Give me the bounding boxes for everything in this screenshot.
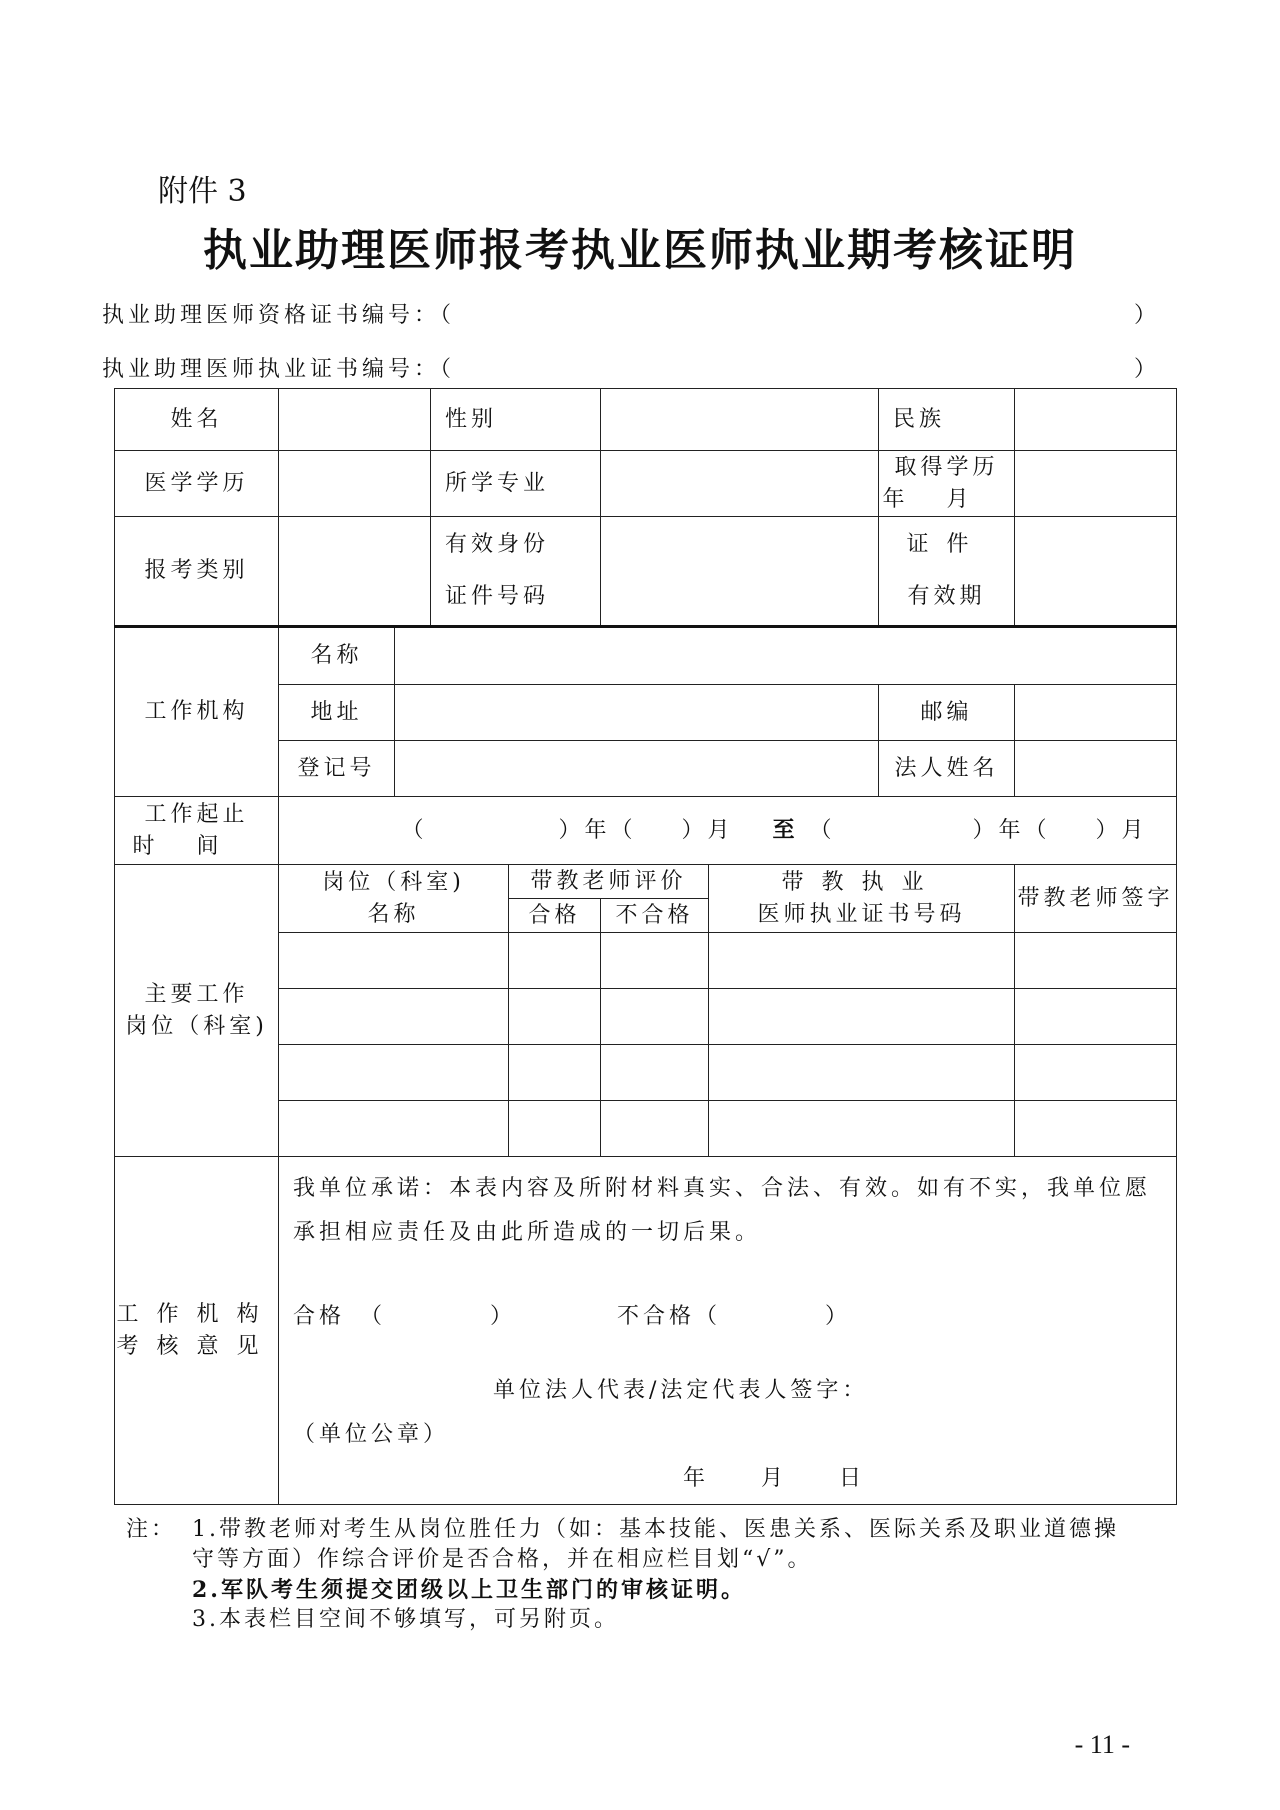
time-month1: ）月	[681, 817, 734, 843]
id-validity-field[interactable]	[1015, 517, 1177, 627]
gender-label: 性别	[431, 389, 601, 451]
major-label: 所学专业	[431, 451, 601, 517]
exam-category-label: 报考类别	[115, 517, 279, 627]
name-field[interactable]	[279, 389, 431, 451]
work-time-label-line2: 时间	[132, 833, 261, 859]
pass-cell[interactable]	[509, 1045, 601, 1101]
org-address-field[interactable]	[395, 685, 879, 741]
time-to: 至	[772, 816, 799, 843]
pass-cell[interactable]	[509, 933, 601, 989]
post-cell[interactable]	[279, 1101, 509, 1157]
attachment-label: 附件 3	[158, 174, 247, 209]
col-eval-header: 带教老师评价	[509, 865, 709, 899]
org-address-label: 地址	[279, 685, 395, 741]
pass-cell[interactable]	[509, 1101, 601, 1157]
education-label: 医学学历	[115, 451, 279, 517]
org-name-label: 名称	[279, 627, 395, 685]
positions-label	[115, 865, 279, 1157]
col-cert-header-line1: 带教执业	[781, 869, 942, 895]
cert-cell[interactable]	[709, 1045, 1015, 1101]
reg-no-label: 登记号	[279, 741, 395, 797]
row-exam-category	[115, 517, 1177, 627]
id-number-field[interactable]	[601, 517, 879, 627]
postcode-label: 邮编	[879, 685, 1015, 741]
time-month2: ）月	[1095, 817, 1148, 843]
review-label	[115, 1157, 279, 1505]
commitment-line1: 我单位承诺：本表内容及所附材料真实、合法、有效。如有不实，我单位愿	[293, 1176, 1152, 1201]
row-org-name	[115, 627, 1177, 685]
time-open2: （	[809, 817, 836, 843]
exam-category-field[interactable]	[279, 517, 431, 627]
gender-field[interactable]	[601, 389, 879, 451]
review-content	[279, 1157, 1177, 1505]
id-validity-label-line1: 证件	[906, 532, 987, 557]
postcode-field[interactable]	[1015, 685, 1177, 741]
review-label-line1: 工作机构	[116, 1301, 277, 1327]
col-cert-header	[709, 865, 1015, 933]
review-label-line2: 考核意见	[116, 1333, 277, 1359]
fail-cell[interactable]	[601, 1045, 709, 1101]
practice-cert-label: 执业助理医师执业证书编号：（	[102, 357, 456, 382]
education-field[interactable]	[279, 451, 431, 517]
row-work-time	[115, 797, 1177, 865]
note-1-line2: 守等方面）作综合评价是否合格，并在相应栏目划“√”。	[192, 1547, 813, 1572]
sign-cell[interactable]	[1015, 1101, 1177, 1157]
time-year1: ）年（	[558, 817, 637, 843]
row-basic-info	[115, 389, 1177, 451]
note-2: 2.军队考生须提交团级以上卫生部门的审核证明。	[192, 1577, 746, 1603]
post-cell[interactable]	[279, 933, 509, 989]
name-label: 姓名	[115, 389, 279, 451]
practice-cert-close: ）	[1133, 357, 1160, 382]
cert-cell[interactable]	[709, 933, 1015, 989]
work-org-label: 工作机构	[115, 627, 279, 797]
assessment-form-table	[114, 388, 1177, 1505]
id-validity-label-line2: 有效期	[907, 584, 986, 609]
note-1-line1: 1.带教老师对考生从岗位胜任力（如：基本技能、医患关系、医际关系及职业道德操	[192, 1517, 1119, 1542]
sign-cell[interactable]	[1015, 1045, 1177, 1101]
cert-cell[interactable]	[709, 989, 1015, 1045]
fail-cell[interactable]	[601, 933, 709, 989]
pass-cell[interactable]	[509, 989, 601, 1045]
pass-option[interactable]: 合格 （ ）	[293, 1304, 517, 1329]
fail-cell[interactable]	[601, 1101, 709, 1157]
fail-cell[interactable]	[601, 989, 709, 1045]
ethnicity-field[interactable]	[1015, 389, 1177, 451]
ethnicity-label: 民族	[879, 389, 1015, 451]
cert-cell[interactable]	[709, 1101, 1015, 1157]
org-name-field[interactable]	[395, 627, 1177, 685]
reg-no-field[interactable]	[395, 741, 879, 797]
work-time-label	[115, 797, 279, 865]
col-fail-header: 不合格	[601, 899, 709, 933]
col-cert-header-line2: 医师执业证书号码	[757, 901, 966, 927]
col-post-header	[279, 865, 509, 933]
row-review	[115, 1157, 1177, 1505]
time-open1: （	[401, 817, 428, 843]
notes-label: 注：	[126, 1517, 177, 1542]
fail-option[interactable]: 不合格（ ）	[617, 1304, 852, 1329]
col-post-header-line1: 岗位（科室)	[322, 869, 465, 895]
page-number: - 11 -	[1074, 1730, 1130, 1759]
commitment-line2: 承担相应责任及由此所造成的一切后果。	[293, 1220, 762, 1245]
id-number-label-line2: 证件号码	[445, 584, 550, 609]
notes-section	[126, 1515, 1176, 1635]
row-education	[115, 451, 1177, 517]
qualification-cert-close: ）	[1133, 303, 1160, 328]
document-title: 执业助理医师报考执业医师执业期考核证明	[203, 225, 1077, 276]
work-time-field[interactable]	[279, 797, 1177, 865]
work-time-label-line1: 工作起止	[144, 801, 249, 827]
date-line: 年 月 日	[683, 1466, 866, 1491]
row-positions-header-1	[115, 865, 1177, 899]
degree-date-label-line1: 取得学历	[894, 454, 999, 480]
sign-cell[interactable]	[1015, 989, 1177, 1045]
time-year2: ）年（	[972, 817, 1051, 843]
post-cell[interactable]	[279, 1045, 509, 1101]
col-post-header-line2: 名称	[367, 901, 420, 927]
degree-date-field[interactable]	[1015, 451, 1177, 517]
legal-name-field[interactable]	[1015, 741, 1177, 797]
degree-date-label-line2: 年月	[882, 486, 1011, 512]
qualification-choices	[293, 1295, 1164, 1339]
legal-name-label: 法人姓名	[879, 741, 1015, 797]
positions-label-line2: 岗位（科室)	[125, 1013, 268, 1039]
seal-line: （单位公章）	[293, 1422, 450, 1447]
col-sign-header: 带教老师签字	[1015, 865, 1177, 933]
id-number-label	[431, 517, 601, 627]
practice-cert-number-line	[102, 352, 1160, 383]
degree-date-label	[879, 451, 1015, 517]
col-pass-header: 合格	[509, 899, 601, 933]
sign-cell[interactable]	[1015, 933, 1177, 989]
note-3: 3.本表栏目空间不够填写，可另附页。	[192, 1607, 619, 1632]
positions-label-line1: 主要工作	[144, 981, 249, 1007]
major-field[interactable]	[601, 451, 879, 517]
qualification-cert-number-line	[102, 298, 1160, 329]
signature-line: 单位法人代表/法定代表人签字：	[493, 1378, 869, 1403]
id-number-label-line1: 有效身份	[445, 532, 550, 557]
id-validity-label	[879, 517, 1015, 627]
post-cell[interactable]	[279, 989, 509, 1045]
qualification-cert-label: 执业助理医师资格证书编号：（	[102, 303, 456, 328]
